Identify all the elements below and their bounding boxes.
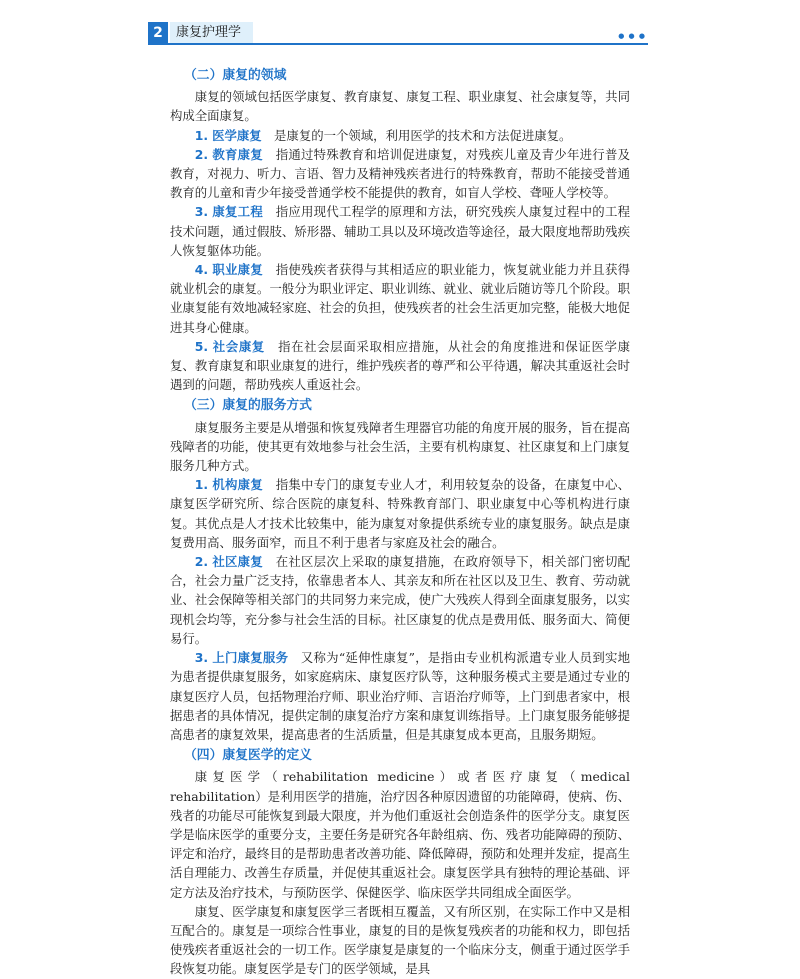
section-heading-domains: （二）康复的领域 <box>184 68 287 83</box>
list-item <box>170 648 630 744</box>
list-item <box>170 260 630 337</box>
item-text: 指使残疾者获得与其相适应的职业能力，恢复就业能力并且获得就业机会的康复。一般分为职业评定、职业训练、就业、就业后随访等几个阶段。职业康复能有效地减轻家庭、社会的负担，使残疾者的社会生活更加完整，能极大地促进其身心健康。 <box>170 262 631 335</box>
item-term: 教育康复 <box>212 146 264 162</box>
item-term: 机构康复 <box>212 477 264 493</box>
page-body <box>170 64 630 979</box>
page-header <box>148 22 648 46</box>
item-number: 3. <box>194 650 209 666</box>
list-item <box>170 145 630 203</box>
list-item <box>170 475 630 552</box>
paragraph: 康复医学（rehabilitation medicine）或者医疗康复（medical rehabilitation）是利用医学的措施，治疗因各种原因遗留的功能障碍，使病、伤、残者的功能尽可能恢复到最大限度，并为他们重返社会创造条件的医学分支。康复医学是临床医学的重要分支，主要任务是研究各年龄组病、伤、残者功能障碍的预防、评定和治疗，最终目的是帮助患者改善功能、降低障碍，预防和处理并发症，提高生活自理能力、改善生存质量，并促使其重返社会。康复医学具有独特的理论基础、评定方法及治疗技术，与预防医学、保健医学、临床医学共同组成全面医学。 <box>170 769 630 900</box>
item-number: 2. <box>194 146 209 162</box>
item-term: 社区康复 <box>212 554 264 570</box>
item-number: 3. <box>194 204 209 220</box>
list-item <box>170 552 630 648</box>
item-number: 2. <box>194 554 209 570</box>
item-text: 指通过特殊教育和培训促进康复，对残疾儿童及青少年进行普及教育，对视力、听力、言语、智力及精神残疾者进行的特殊教育，帮助不能接受普通教育的儿童和青少年接受普通学校不能提供的教育，如盲人学校、聋哑人学校等。 <box>170 146 631 201</box>
section-heading-definition: （四）康复医学的定义 <box>184 748 312 764</box>
item-number: 4. <box>194 262 209 278</box>
item-term: 医学康复 <box>212 127 262 143</box>
section-heading-service-modes: （三）康复的服务方式 <box>184 398 312 414</box>
item-text: 指集中专门的康复专业人才，利用较复杂的设备，在康复中心、康复医学研究所、综合医院的康复科、特殊教育部门、职业康复中心等机构进行康复。其优点是人才技术比较集中，能为康复对象提供系统专业的康复服务。缺点是康复费用高、服务面窄，而且不利于患者与家庭及社会的融合。 <box>170 477 631 550</box>
item-term: 社会康复 <box>212 338 265 354</box>
book-title: 康复护理学 <box>170 22 253 44</box>
item-term: 职业康复 <box>212 262 264 278</box>
item-term: 康复工程 <box>212 204 264 220</box>
item-text: 指应用现代工程学的原理和方法，研究残疾人康复过程中的工程技术问题，通过假肢、矫形器、辅助工具以及环境改造等途径，最大限度地帮助残疾人恢复躯体功能。 <box>170 204 631 258</box>
item-text: 指在社会层面采取相应措施，从社会的角度推进和保证医学康复、教育康复和职业康复的进行，维护残疾者的尊严和公平待遇，解决其重返社会时遇到的问题，帮助残疾人重返社会。 <box>170 338 631 393</box>
list-item <box>170 126 630 145</box>
section-intro: 康复的领域包括医学康复、教育康复、康复工程、职业康复、社会康复等，共同构成全面康复。 <box>170 89 630 124</box>
item-number: 1. <box>194 477 209 493</box>
item-number: 5. <box>194 338 209 354</box>
page-number: 2 <box>148 22 168 44</box>
item-text: 在社区层次上采取的康复措施，在政府领导下，相关部门密切配合，社会力量广泛支持，依靠患者本人、其亲友和所在社区以及卫生、教育、劳动就业、社会保障等相关部门的共同努力来完成，使广大残疾人得到全面康复服务，以实现机会均等，充分参与社会生活的目标。社区康复的优点是费用低、服务面大、简便易行。 <box>170 554 631 646</box>
list-item <box>170 337 630 395</box>
paragraph: 康复、医学康复和康复医学三者既相互覆盖，又有所区别，在实际工作中又是相互配合的。康复是一项综合性事业，康复的目的是恢复残疾者的功能和权力，即包括使残疾者重返社会的一切工作。医学康复是康复的一个临床分支，侧重于通过医学手段恢复功能。康复医学是专门的医学领域，是具 <box>170 903 630 977</box>
item-number: 1. <box>194 127 209 143</box>
item-text: 又称为“延伸性康复”，是指由专业机构派遣专业人员到实地为患者提供康复服务，如家庭病床、康复医疗队等，这种服务模式主要是通过专业的康复医疗人员，包括物理治疗师、职业治疗师、言语治疗师等，上门到患者家中，根据患者的具体情况，提供定制的康复治疗方案和康复训练指导。上门康复服务能够提高患者的康复效果，提高患者的生活质量，但是其康复成本更高，且服务期短。 <box>170 650 631 742</box>
item-term: 上门康复服务 <box>212 650 289 666</box>
header-dots-icon: ● ● ● <box>618 32 646 40</box>
header-rule <box>148 43 648 45</box>
section-intro: 康复服务主要是从增强和恢复残障者生理器官功能的角度开展的服务，旨在提高残障者的功能，使其更有效地参与社会生活，主要有机构康复、社区康复和上门康复服务几种方式。 <box>170 419 630 474</box>
list-item <box>170 202 630 260</box>
item-text: 是康复的一个领域，利用医学的技术和方法促进康复。 <box>274 127 572 143</box>
